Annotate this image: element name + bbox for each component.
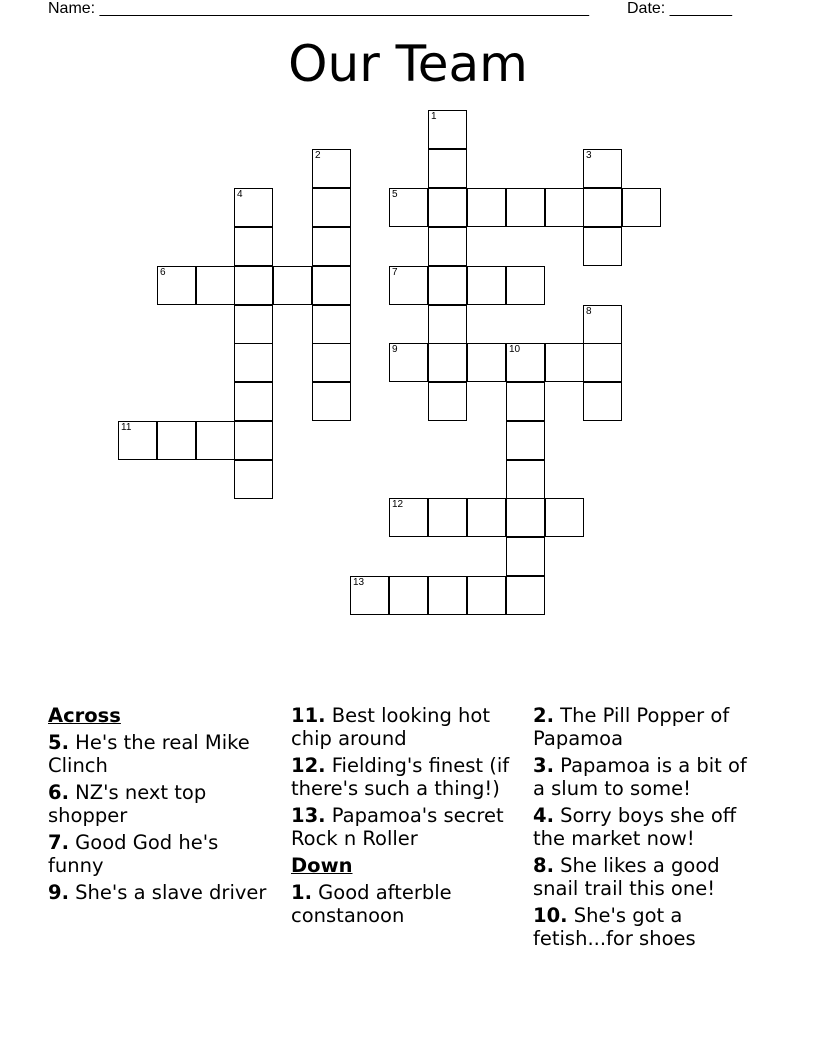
grid-cell[interactable] (273, 266, 312, 305)
grid-cell[interactable] (312, 188, 351, 227)
grid-cell[interactable] (312, 382, 351, 421)
grid-cell[interactable] (428, 576, 467, 615)
clue (48, 781, 278, 827)
clue-text: He's the real Mike Clinch (48, 731, 250, 777)
grid-cell[interactable] (506, 460, 545, 499)
clue (533, 904, 763, 950)
grid-cell[interactable] (389, 576, 428, 615)
clue-number: 11. (291, 704, 326, 727)
grid-cell[interactable] (428, 498, 467, 537)
clue-section-heading: Across (48, 704, 121, 727)
clue-text: She's got a fetish...for shoes (533, 904, 696, 950)
clue-number: 9. (48, 881, 69, 904)
grid-cell[interactable] (467, 576, 506, 615)
name-line: Name: _______________________________________________________ (48, 0, 589, 17)
grid-cell[interactable] (196, 421, 235, 460)
date-line: Date: _______ (627, 0, 732, 17)
clue-text: Papamoa's secret Rock n Roller (291, 804, 504, 850)
cell-number: 4 (237, 189, 243, 200)
clue-column-2 (291, 704, 521, 931)
grid-cell[interactable] (312, 227, 351, 266)
clue (48, 731, 278, 777)
grid-cell[interactable] (389, 498, 428, 537)
grid-cell[interactable] (196, 266, 235, 305)
grid-cell[interactable] (312, 343, 351, 382)
clue-text: Fielding's finest (if there's such a thing!) (291, 754, 510, 800)
grid-cell[interactable] (312, 266, 351, 305)
grid-cell[interactable] (312, 149, 351, 188)
clue-text: She's a slave driver (68, 881, 267, 904)
cell-number: 1 (431, 111, 437, 122)
clue-number: 3. (533, 754, 554, 777)
clue-number: 1. (291, 881, 312, 904)
grid-cell[interactable] (428, 188, 467, 227)
clue-number: 7. (48, 831, 69, 854)
grid-cell[interactable] (467, 266, 506, 305)
clue (291, 881, 521, 927)
clue-text: Sorry boys she off the market now! (533, 804, 737, 850)
grid-cell[interactable] (157, 266, 196, 305)
grid-cell[interactable] (234, 227, 273, 266)
grid-cell[interactable] (234, 343, 273, 382)
cell-number: 5 (392, 189, 398, 200)
clue (291, 754, 521, 800)
grid-cell[interactable] (467, 343, 506, 382)
grid-cell[interactable] (506, 576, 545, 615)
grid-cell[interactable] (234, 188, 273, 227)
grid-cell[interactable] (428, 343, 467, 382)
grid-cell[interactable] (389, 266, 428, 305)
cell-number: 3 (586, 150, 592, 161)
cell-number: 2 (315, 150, 321, 161)
clue-number: 4. (533, 804, 554, 827)
clue-number: 6. (48, 781, 69, 804)
grid-cell[interactable] (545, 188, 584, 227)
clue (533, 854, 763, 900)
grid-cell[interactable] (583, 188, 622, 227)
grid-cell[interactable] (583, 382, 622, 421)
grid-cell[interactable] (118, 421, 157, 460)
clue (48, 881, 278, 904)
clue-text: NZ's next top shopper (48, 781, 207, 827)
clue (291, 804, 521, 850)
cell-number: 13 (353, 577, 365, 588)
grid-cell[interactable] (157, 421, 196, 460)
grid-cell[interactable] (234, 382, 273, 421)
grid-cell[interactable] (545, 343, 584, 382)
grid-cell[interactable] (389, 188, 428, 227)
clue (48, 831, 278, 877)
grid-cell[interactable] (506, 266, 545, 305)
page-title: Our Team (288, 35, 528, 93)
grid-cell[interactable] (234, 421, 273, 460)
cell-number: 11 (121, 422, 132, 433)
clue-column-1 (48, 704, 278, 908)
clue-section-heading: Down (291, 854, 353, 877)
cell-number: 7 (392, 267, 398, 278)
grid-cell[interactable] (428, 266, 467, 305)
grid-cell[interactable] (389, 343, 428, 382)
cell-number: 8 (586, 306, 592, 317)
clue-number: 5. (48, 731, 69, 754)
grid-cell[interactable] (583, 149, 622, 188)
clue (291, 704, 521, 750)
clue-text: Best looking hot chip around (291, 704, 490, 750)
grid-cell[interactable] (428, 382, 467, 421)
grid-cell[interactable] (583, 305, 622, 344)
cell-number: 10 (509, 344, 521, 355)
grid-cell[interactable] (506, 498, 545, 537)
grid-cell[interactable] (506, 343, 545, 382)
grid-cell[interactable] (234, 305, 273, 344)
cell-number: 6 (160, 267, 166, 278)
grid-cell[interactable] (234, 460, 273, 499)
clue-number: 12. (291, 754, 326, 777)
grid-cell[interactable] (583, 343, 622, 382)
clue-number: 2. (533, 704, 554, 727)
grid-cell[interactable] (506, 537, 545, 576)
clue-text: Papamoa is a bit of a slum to some! (533, 754, 747, 800)
clue (533, 754, 763, 800)
grid-cell[interactable] (622, 188, 661, 227)
clue-number: 8. (533, 854, 554, 877)
grid-cell[interactable] (428, 227, 467, 266)
grid-cell[interactable] (428, 305, 467, 344)
clue-text: The Pill Popper of Papamoa (533, 704, 730, 750)
clue-text: She likes a good snail trail this one! (533, 854, 720, 900)
grid-cell[interactable] (350, 576, 389, 615)
grid-cell[interactable] (467, 498, 506, 537)
grid-cell[interactable] (583, 227, 622, 266)
grid-cell[interactable] (545, 498, 584, 537)
clue-text: Good afterble constanoon (291, 881, 452, 927)
clue-number: 13. (291, 804, 326, 827)
grid-cell[interactable] (312, 305, 351, 344)
grid-cell[interactable] (428, 149, 467, 188)
clue (533, 704, 763, 750)
clue-number: 10. (533, 904, 568, 927)
grid-cell[interactable] (506, 188, 545, 227)
grid-cell[interactable] (506, 421, 545, 460)
grid-cell[interactable] (234, 266, 273, 305)
clue (533, 804, 763, 850)
grid-cell[interactable] (428, 110, 467, 149)
grid-cell[interactable] (467, 188, 506, 227)
cell-number: 12 (392, 499, 404, 510)
grid-cell[interactable] (506, 382, 545, 421)
clue-column-3 (533, 704, 763, 954)
cell-number: 9 (392, 344, 398, 355)
clue-text: Good God he's funny (48, 831, 219, 877)
